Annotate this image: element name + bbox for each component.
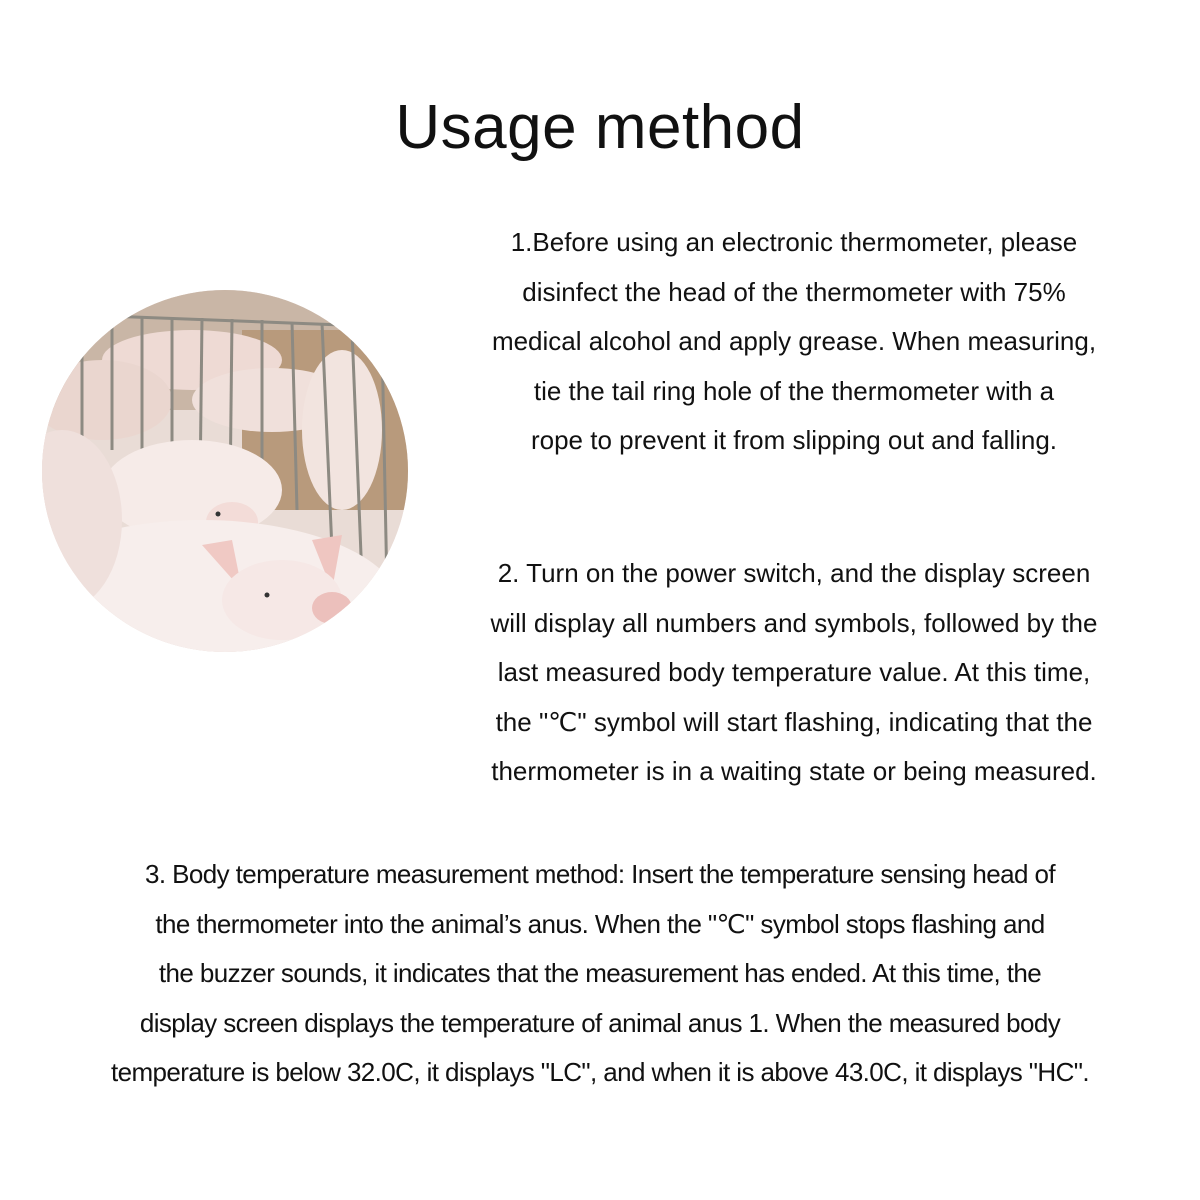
step-2-line: last measured body temperature value. At this time, xyxy=(497,657,1091,687)
step-1-line: tie the tail ring hole of the thermometer with a xyxy=(533,375,1055,406)
step-1-line: medical alcohol and apply grease. When measuring, xyxy=(491,326,1097,356)
step-1-text xyxy=(444,218,1144,466)
step-2-text xyxy=(444,549,1144,797)
step-2-line: thermometer is in a waiting state or being measured. xyxy=(491,756,1097,786)
step-2-line: 2. Turn on the power switch, and the display screen xyxy=(497,558,1091,588)
page-title: Usage method xyxy=(395,93,805,162)
step-1-line: disinfect the head of the thermometer with 75% xyxy=(522,276,1066,307)
pig-photo-icon xyxy=(42,290,408,652)
step-2-line: will display all numbers and symbols, followed by the xyxy=(490,607,1098,638)
step-1-line: rope to prevent it from slipping out and falling. xyxy=(530,425,1058,455)
step-3-line: the buzzer sounds, it indicates that the measurement has ended. At this time, the xyxy=(158,958,1042,988)
step-2-line: the "℃" symbol will start flashing, indicating that the xyxy=(495,706,1093,737)
step-3-line: display screen displays the temperature of animal anus 1. When the measured body xyxy=(139,1007,1061,1038)
step-1-line: 1.Before using an electronic thermometer, please xyxy=(510,227,1078,257)
step-3-line: the thermometer into the animal’s anus. When the "℃" symbol stops flashing and xyxy=(155,908,1045,939)
step-3-line: temperature is below 32.0C, it displays "LC", and when it is above 43.0C, it displays "HC". xyxy=(110,1057,1090,1087)
pig-photo xyxy=(42,290,408,652)
step-3-line: 3. Body temperature measurement method: Insert the temperature sensing head of xyxy=(145,859,1055,889)
step-3-text xyxy=(40,850,1160,1098)
